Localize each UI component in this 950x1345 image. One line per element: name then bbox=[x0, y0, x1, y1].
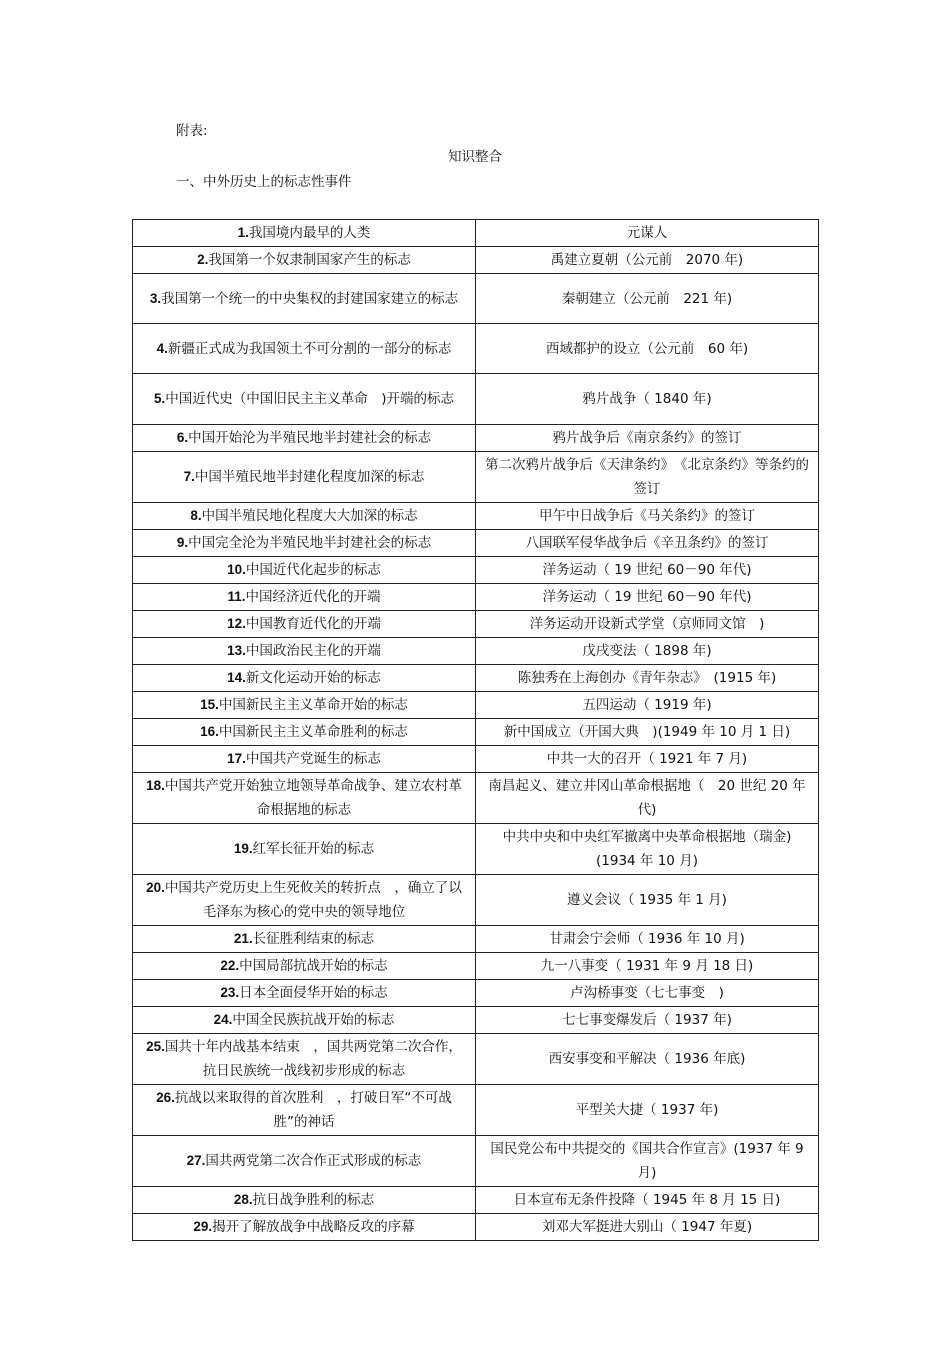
table-row bbox=[133, 926, 819, 953]
table-row bbox=[133, 953, 819, 980]
event-number: 3. bbox=[149, 290, 162, 306]
answer-cell: 七七事变爆发后（ 1937 年) bbox=[476, 1007, 819, 1034]
table-row bbox=[133, 824, 819, 875]
event-cell bbox=[133, 1007, 476, 1034]
table-row bbox=[133, 584, 819, 611]
answer-cell: 鸦片战争后《南京条约》的签订 bbox=[476, 425, 819, 452]
event-number: 13. bbox=[227, 643, 246, 658]
table-row bbox=[133, 530, 819, 557]
table-row bbox=[133, 425, 819, 452]
answer-cell: 洋务运动（ 19 世纪 60－90 年代) bbox=[476, 557, 819, 584]
event-number: 6. bbox=[176, 430, 189, 445]
event-cell bbox=[133, 665, 476, 692]
event-text: 长征胜利结束的标志 bbox=[252, 931, 375, 947]
answer-cell: 鸦片战争（ 1840 年) bbox=[476, 374, 819, 425]
event-text: 中国共产党开始独立地领导革命战争、建立农村革命根据地的标志 bbox=[164, 778, 462, 818]
answer-cell: 南昌起义、建立井冈山革命根据地（ 20 世纪 20 年代) bbox=[476, 773, 819, 824]
event-cell bbox=[133, 425, 476, 452]
event-number: 1. bbox=[237, 225, 249, 240]
answer-cell: 甲午中日战争后《马关条约》的签订 bbox=[476, 503, 819, 530]
event-number: 26. bbox=[156, 1090, 175, 1105]
event-text: 中国近代史（中国旧民主主义革命 )开端的标志 bbox=[165, 391, 455, 407]
event-cell bbox=[133, 1136, 476, 1187]
event-number: 5. bbox=[153, 391, 166, 406]
section-heading: 一、中外历史上的标志性事件 bbox=[176, 174, 352, 190]
event-cell bbox=[133, 503, 476, 530]
answer-cell: 元谋人 bbox=[476, 220, 819, 247]
event-number: 28. bbox=[233, 1192, 253, 1207]
answer-cell: 八国联军侵华战争后《辛丑条约》的签订 bbox=[476, 530, 819, 557]
event-text: 中国共产党诞生的标志 bbox=[245, 751, 381, 767]
table-row bbox=[133, 452, 819, 503]
table-row bbox=[133, 1085, 819, 1136]
table-row bbox=[133, 1214, 819, 1241]
events-table bbox=[132, 219, 819, 1241]
event-text: 中国新民主主义革命胜利的标志 bbox=[218, 724, 408, 740]
appendix-label: 附表: bbox=[176, 123, 208, 139]
answer-cell: 戊戌变法（ 1898 年) bbox=[476, 638, 819, 665]
event-number: 10. bbox=[227, 562, 246, 577]
event-cell bbox=[133, 746, 476, 773]
event-text: 中国半殖民地半封建化程度加深的标志 bbox=[194, 469, 425, 485]
event-number: 21. bbox=[233, 931, 253, 946]
event-number: 19. bbox=[233, 841, 253, 856]
event-text: 抗战以来取得的首次胜利 ，打破日军“不可战胜”的神话 bbox=[174, 1090, 452, 1130]
event-text: 国共两党第二次合作正式形成的标志 bbox=[205, 1153, 422, 1169]
event-text: 中国政治民主化的开端 bbox=[245, 643, 381, 659]
events-table-body bbox=[133, 220, 819, 1241]
table-row bbox=[133, 773, 819, 824]
answer-cell: 西域都护的设立（公元前 60 年) bbox=[476, 324, 819, 374]
event-cell bbox=[133, 824, 476, 875]
event-cell bbox=[133, 247, 476, 274]
table-row bbox=[133, 611, 819, 638]
event-number: 9. bbox=[176, 535, 189, 550]
answer-cell: 第二次鸦片战争后《天津条约》 《北京条约》等条约的签订 bbox=[476, 452, 819, 503]
answer-cell: 甘肃会宁会师（ 1936 年 10 月) bbox=[476, 926, 819, 953]
table-row bbox=[133, 274, 819, 324]
answer-cell: 日本宣布无条件投降（ 1945 年 8 月 15 日) bbox=[476, 1187, 819, 1214]
answer-cell: 中共中央和中央红军撤离中央革命根据地（瑞金)(1934 年 10 月) bbox=[476, 824, 819, 875]
table-row bbox=[133, 692, 819, 719]
event-number: 23. bbox=[220, 985, 240, 1000]
table-row bbox=[133, 374, 819, 425]
answer-cell: 平型关大捷（ 1937 年) bbox=[476, 1085, 819, 1136]
event-number: 7. bbox=[183, 469, 195, 484]
table-row bbox=[133, 503, 819, 530]
event-cell bbox=[133, 953, 476, 980]
event-text: 我国境内最早的人类 bbox=[248, 225, 371, 241]
event-number: 17. bbox=[227, 751, 246, 766]
answer-cell: 新中国成立（开国大典 )(1949 年 10 月 1 日) bbox=[476, 719, 819, 746]
event-text: 中国教育近代化的开端 bbox=[245, 616, 381, 632]
event-text: 新文化运动开始的标志 bbox=[245, 670, 381, 686]
event-cell bbox=[133, 875, 476, 926]
table-row bbox=[133, 1187, 819, 1214]
event-text: 中国经济近代化的开端 bbox=[245, 589, 381, 605]
event-cell bbox=[133, 530, 476, 557]
answer-cell: 陈独秀在上海创办《青年杂志》 (1915 年) bbox=[476, 665, 819, 692]
event-text: 我国第一个统一的中央集权的封建国家建立的标志 bbox=[161, 290, 459, 307]
table-row bbox=[133, 220, 819, 247]
event-cell bbox=[133, 692, 476, 719]
event-text: 中国半殖民地化程度大大加深的标志 bbox=[201, 508, 418, 524]
event-number: 22. bbox=[220, 958, 240, 973]
table-row bbox=[133, 875, 819, 926]
event-cell bbox=[133, 374, 476, 425]
page-title: 知识整合 bbox=[448, 149, 502, 165]
table-row bbox=[133, 1136, 819, 1187]
event-cell bbox=[133, 773, 476, 824]
event-number: 11. bbox=[227, 589, 246, 604]
event-number: 29. bbox=[193, 1219, 213, 1234]
event-cell bbox=[133, 719, 476, 746]
event-number: 24. bbox=[213, 1012, 233, 1027]
answer-cell: 洋务运动（ 19 世纪 60－90 年代) bbox=[476, 584, 819, 611]
table-row bbox=[133, 638, 819, 665]
answer-cell: 西安事变和平解决（ 1936 年底) bbox=[476, 1034, 819, 1085]
answer-cell: 五四运动（ 1919 年) bbox=[476, 692, 819, 719]
answer-cell: 禹建立夏朝（公元前 2070 年) bbox=[476, 247, 819, 274]
event-cell bbox=[133, 220, 476, 247]
event-text: 红军长征开始的标志 bbox=[252, 841, 375, 857]
event-cell bbox=[133, 638, 476, 665]
event-cell bbox=[133, 1085, 476, 1136]
event-cell bbox=[133, 980, 476, 1007]
event-text: 新疆正式成为我国领土不可分割的一部分的标志 bbox=[167, 340, 452, 357]
event-text: 中国开始沦为半殖民地半封建社会的标志 bbox=[188, 430, 432, 446]
event-text: 国共十年内战基本结束 ，国共两党第二次合作，抗日民族统一战线初步形成的标志 bbox=[164, 1039, 462, 1079]
event-number: 2. bbox=[197, 252, 209, 267]
table-row bbox=[133, 1034, 819, 1085]
event-number: 25. bbox=[146, 1039, 165, 1054]
answer-cell: 九一八事变（ 1931 年 9 月 18 日) bbox=[476, 953, 819, 980]
table-row bbox=[133, 746, 819, 773]
event-number: 18. bbox=[146, 778, 165, 793]
table-row bbox=[133, 557, 819, 584]
event-number: 27. bbox=[186, 1153, 206, 1168]
event-number: 12. bbox=[227, 616, 246, 631]
event-cell bbox=[133, 926, 476, 953]
event-number: 4. bbox=[156, 340, 168, 356]
event-number: 16. bbox=[200, 724, 219, 739]
event-text: 中国近代化起步的标志 bbox=[245, 562, 381, 578]
event-cell bbox=[133, 1034, 476, 1085]
event-number: 8. bbox=[190, 508, 202, 523]
event-number: 15. bbox=[200, 697, 219, 712]
event-cell bbox=[133, 1214, 476, 1241]
answer-cell: 洋务运动开设新式学堂（京师同文馆 ) bbox=[476, 611, 819, 638]
event-text: 抗日战争胜利的标志 bbox=[252, 1192, 375, 1208]
event-cell bbox=[133, 274, 476, 324]
event-cell bbox=[133, 584, 476, 611]
event-text: 中国全民族抗战开始的标志 bbox=[232, 1012, 395, 1028]
answer-cell: 国民党公布中共提交的《国共合作宣言》(1937 年 9 月) bbox=[476, 1136, 819, 1187]
event-text: 中国新民主主义革命开始的标志 bbox=[218, 697, 408, 713]
event-number: 14. bbox=[227, 670, 246, 685]
event-text: 中国局部抗战开始的标志 bbox=[239, 958, 388, 974]
answer-cell: 秦朝建立（公元前 221 年) bbox=[476, 274, 819, 324]
event-text: 我国第一个奴隶制国家产生的标志 bbox=[208, 252, 411, 268]
event-cell bbox=[133, 324, 476, 374]
event-text: 揭开了解放战争中战略反攻的序幕 bbox=[212, 1219, 415, 1235]
event-cell bbox=[133, 557, 476, 584]
event-text: 日本全面侵华开始的标志 bbox=[239, 985, 388, 1001]
event-text: 中国共产党历史上生死攸关的转折点 ，确立了以毛泽东为核心的党中央的领导地位 bbox=[164, 880, 462, 920]
table-row bbox=[133, 665, 819, 692]
event-cell bbox=[133, 1187, 476, 1214]
event-cell bbox=[133, 611, 476, 638]
event-text: 中国完全沦为半殖民地半封建社会的标志 bbox=[188, 535, 432, 551]
table-row bbox=[133, 247, 819, 274]
answer-cell: 中共一大的召开（ 1921 年 7 月) bbox=[476, 746, 819, 773]
table-row bbox=[133, 1007, 819, 1034]
answer-cell: 卢沟桥事变（七七事变 ) bbox=[476, 980, 819, 1007]
table-row bbox=[133, 719, 819, 746]
table-row bbox=[133, 980, 819, 1007]
event-cell bbox=[133, 452, 476, 503]
answer-cell: 遵义会议（ 1935 年 1 月) bbox=[476, 875, 819, 926]
event-number: 20. bbox=[146, 880, 165, 895]
table-row bbox=[133, 324, 819, 374]
answer-cell: 刘邓大军挺进大别山（ 1947 年夏) bbox=[476, 1214, 819, 1241]
